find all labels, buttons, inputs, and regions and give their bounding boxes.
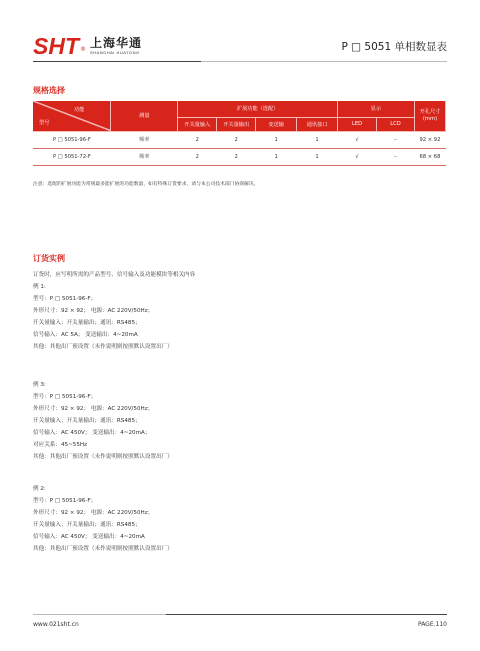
example-line: 其他：其他出厂预设置（未作说明则按照默认设置出厂） [33,546,173,552]
section-title-spec: 规格选择 [33,86,65,95]
example-line: 外形尺寸：92 × 92； 电源：AC 220V/50Hz； [33,510,154,516]
example-line: 开关量输入；开关量输出；通讯：RS485； [33,522,141,528]
cell-lcd: – [377,148,415,165]
cell-measure: 频率 [111,131,178,148]
subheader-switch-output: 开关量输出 [217,117,256,131]
cell-switch-output: 2 [217,131,256,148]
subheader-switch-input: 开关量输入 [178,117,217,131]
example-line: 信号输入：AC 450V； 变送输出：4~20mA； [33,430,151,436]
cell-comm-interface: 1 [297,131,338,148]
corner-label-function: 功能 [74,107,85,113]
example-line: 信号输入：AC 450V； 变送输出：4~20mA [33,534,145,540]
company-logo [33,33,143,60]
cell-hole-size: 92 × 92 [414,131,445,148]
subheader-comm-interface: 通讯接口 [297,117,338,131]
subheader-lcd: LCD [377,117,415,131]
table-corner-header [33,101,111,131]
header-measure: 测量 [111,101,178,131]
header-expand-functions: 扩展功能（选配） [178,101,338,117]
cell-switch-output: 2 [217,148,256,165]
example-heading: 例 1: [33,284,46,290]
example-heading: 例 3: [33,382,46,388]
header-divider-light [201,61,447,62]
subheader-led: LED [338,117,377,131]
example-line: 其他：其他出厂预设置（未作说明则按照默认设置出厂） [33,344,173,350]
table-row [33,148,446,165]
page-header [0,0,480,70]
cell-transmit-output: 1 [256,131,297,148]
cell-transmit-output: 1 [256,148,297,165]
header-display: 显示 [338,101,415,117]
example-line: 型号：P □ 5051-96-F； [33,394,97,400]
page-title: P □ 5051 单相数显表 [341,41,447,53]
cell-led: √ [338,148,377,165]
example-line: 外形尺寸：92 × 92； 电源：AC 220V/50Hz； [33,308,154,314]
logo-registered-mark: ® [80,46,86,53]
cell-lcd: – [377,131,415,148]
example-line: 对应关系：45~55Hz [33,442,88,448]
example-heading: 例 2: [33,486,46,492]
example-line: 外形尺寸：92 × 92； 电源：AC 220V/50Hz； [33,406,154,412]
spec-table [33,101,446,166]
example-line: 型号：P □ 5051-96-F； [33,296,97,302]
section-title-order: 订货实例 [33,254,65,263]
corner-label-model: 型号 [39,119,50,126]
footer-divider [166,614,447,615]
cell-led: √ [338,131,377,148]
table-row [33,131,446,148]
corner-diagonal-line [33,101,110,131]
cell-measure: 频率 [111,148,178,165]
cell-model: P □ 5051-96-F [33,131,111,148]
logo-chinese-name: 上海华通 [90,36,143,50]
logo-english-name: SHANGHAI HUATONG [90,50,140,55]
cell-switch-input: 2 [178,131,217,148]
footer-website-link[interactable]: www.021sht.cn [33,621,79,628]
example-line: 型号：P □ 5051-96-F； [33,498,97,504]
cell-comm-interface: 1 [297,148,338,165]
page-number: PAGE.110 [417,621,447,628]
cell-switch-input: 2 [178,148,217,165]
example-line: 开关量输入；开关量输出；通讯：RS485； [33,320,141,326]
spec-note: 注意：选配的扩展功能为常规最多能扩展的功能数量，如有特殊订货要求，请与本公司技术部门协商解决。 [33,182,259,187]
header-divider [33,61,201,62]
subheader-transmit-output: 变送输 [256,117,297,131]
example-line: 其他：其他出厂预设置（未作说明则按照默认设置出厂） [33,454,173,460]
logo-sht-text: SHT [33,33,79,59]
order-intro: 订货时，应写明所需的产品型号、信号输入及功能模块等相关内容 [33,272,196,278]
cell-hole-size: 68 × 68 [414,148,445,165]
header-hole-size: 开孔尺寸 (mm) [414,101,445,131]
example-line: 开关量输入；开关量输出；通讯：RS485； [33,418,141,424]
footer-divider-light [33,614,166,615]
cell-model: P □ 5051-72-F [33,148,111,165]
example-line: 信号输入：AC 5A； 变送输出：4~20mA [33,332,138,338]
